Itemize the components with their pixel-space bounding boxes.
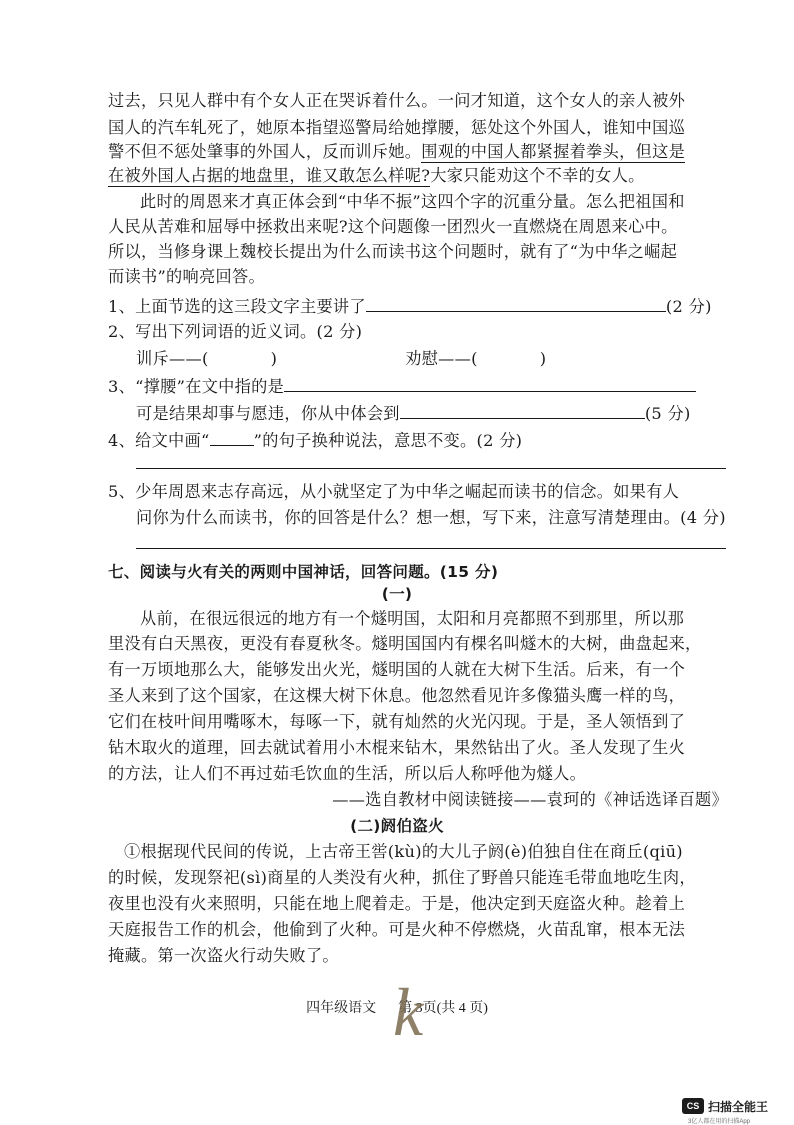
subsection-title: (一) (381, 585, 413, 603)
myth-2-line: 的时候，发现祭祀(sì)商星的人类没有火种，抓住了野兽只能连毛带血地吃生肉， (108, 868, 696, 887)
subsection-title: (二)阏伯盗火 (350, 817, 444, 835)
camscanner-tagline: 3亿人都在用的扫描App (688, 1119, 751, 1125)
passage-line: 此时的周恩来才真正体会到“中华不振”这四个字的沉重分量。怎么把祖国和 (140, 192, 685, 211)
question-2: 2、写出下列词语的近义词。(2 分) (108, 322, 363, 341)
camscanner-logo-icon: CS (682, 1098, 704, 1114)
passage-line: 国人的汽车轧死了，她原本指望巡警局给她撑腰，惩处这个外国人，谁知中国巡 (108, 118, 686, 137)
passage-line: 过去，只见人群中有个女人正在哭诉着什么。一问才知道，这个女人的亲人被外 (108, 91, 686, 110)
source-citation: ——选自教材中阅读链接——袁珂的《神话选译百题》 (332, 790, 728, 809)
question-5-cont: 问你为什么而读书，你的回答是什么？想一想，写下来，注意写清楚理由。(4 分) (136, 508, 726, 527)
myth-2-line: 天庭报告工作的机会，他偷到了火种。可是火种不停燃烧，火苗乱窜，根本无法 (108, 920, 686, 939)
answer-blank[interactable] (284, 375, 696, 392)
underlined-sentence: 在被外国人占据的地盘里，谁又敢怎么样呢? (108, 166, 431, 185)
question-1: 1、上面节选的这三段文字主要讲了 (2 分) (108, 297, 712, 316)
underline-mark (210, 429, 254, 446)
myth-1-line: 圣人来到了这个国家，在这棵大树下休息。他忽然看见许多像猫头鹰一样的鸟， (108, 686, 686, 705)
question-2-words: 训斥——( ) 劝慰——( ) (136, 349, 547, 368)
passage-line: 警不但不惩处肇事的外国人，反而训斥她。围观的中国人都紧握着拳头，但这是 (108, 142, 686, 161)
watermark-logo: k (393, 974, 424, 1050)
underlined-sentence: 围观的中国人都紧握着拳头，但这是 (421, 142, 686, 161)
answer-line[interactable] (136, 468, 726, 469)
myth-1-line: 的方法，让人们不再过茹毛饮血的生活，所以后人称呼他为燧人。 (108, 764, 587, 783)
myth-1-line: 钻木取火的道理，回去就试着用小木棍来钻木，果然钻出了火。圣人发现了生火 (108, 738, 686, 757)
myth-1-line: 里没有白天黑夜，更没有春夏秋冬。燧明国国内有棵名叫燧木的大树，曲盘起来， (108, 634, 702, 653)
page-footer: 四年级语文 第 3页(共 4 页) (306, 1001, 488, 1016)
passage-line: 人民从苦难和屈辱中拯救出来呢?这个问题像一团烈火一直燃烧在周恩来心中。 (108, 217, 678, 236)
passage-line: 所以，当修身课上魏校长提出为什么而读书这个问题时，就有了“为中华之崛起 (108, 242, 678, 261)
question-4: 4、给文中画“ ”的句子换种说法，意思不变。(2 分) (108, 431, 523, 450)
answer-blank[interactable] (366, 295, 666, 312)
question-5: 5、少年周恩来志存高远，从小就坚定了为中华之崛起而读书的信念。如果有人 (108, 482, 680, 501)
myth-2-line: ①根据现代民间的传说，上古帝王喾(kù)的大儿子阏(è)伯独自住在商丘(qiū) (124, 842, 683, 861)
passage-line: 在被外国人占据的地盘里，谁又敢怎么样呢?大家只能劝这个不幸的女人。 (108, 166, 645, 185)
myth-1-line: 它们在枝叶间用嘴啄木，每啄一下，就有灿然的火光闪现。于是，圣人领悟到了 (108, 712, 686, 731)
myth-2-line: 夜里也没有火来照明，只能在地上爬着走。于是，他决定到天庭盗火种。趁着上 (108, 894, 686, 913)
answer-blank[interactable] (400, 402, 645, 419)
question-3: 3、“撑腰”在文中指的是 (108, 375, 728, 397)
answer-line[interactable] (136, 548, 726, 549)
myth-1-line: 有一万顷地那么大，能够发出火光，燧明国的人就在大树下生活。后来，有一个 (108, 660, 686, 679)
myth-2-line: 掩藏。第一次盗火行动失败了。 (108, 946, 339, 965)
passage-line: 而读书”的响亮回答。 (108, 267, 265, 286)
question-3-b: 可是结果却事与愿违，你从中体会到 (5 分) (136, 404, 691, 423)
section-title: 七、阅读与火有关的两则中国神话，回答问题。(15 分) (108, 563, 499, 581)
camscanner-name: 扫描全能王 (708, 1100, 769, 1114)
myth-1-line: 从前，在很远很远的地方有一个燧明国，太阳和月亮都照不到那里，所以那 (140, 609, 685, 628)
